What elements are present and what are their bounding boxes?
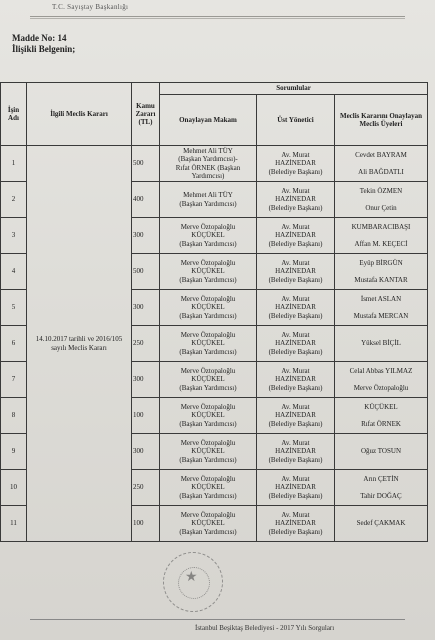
- ust-yonetici: Av. Murat HAZİNEDAR (Belediye Başkanı): [257, 290, 335, 326]
- seal-star-icon: ★: [185, 570, 198, 585]
- ust-yonetici: Av. Murat HAZİNEDAR (Belediye Başkanı): [257, 470, 335, 506]
- onaylayan-makam: Merve Öztopaloğlu KÜÇÜKEL (Başkan Yardımcısı): [160, 326, 257, 362]
- kamu-zarari: 100: [132, 398, 160, 434]
- row-number: 7: [1, 362, 27, 398]
- meclis-uyeleri: Celal Abbas YILMAZ Merve Öztopaloğlu: [335, 362, 428, 398]
- ust-yonetici: Av. Murat HAZİNEDAR (Belediye Başkanı): [257, 218, 335, 254]
- ust-yonetici: Av. Murat HAZİNEDAR (Belediye Başkanı): [257, 434, 335, 470]
- header-karar: İlgili Meclis Kararı: [27, 83, 132, 146]
- ust-yonetici: Av. Murat HAZİNEDAR (Belediye Başkanı): [257, 506, 335, 542]
- meclis-uyeleri: KÜÇÜKEL Rıfat ÖRNEK: [335, 398, 428, 434]
- responsibility-table: [0, 82, 428, 542]
- kamu-zarari: 300: [132, 362, 160, 398]
- row-number: 1: [1, 146, 27, 182]
- header-rule: [30, 16, 405, 17]
- row-number: 9: [1, 434, 27, 470]
- onaylayan-makam: Mehmet Ali TÜY (Başkan Yardımcısı): [160, 182, 257, 218]
- row-number: 2: [1, 182, 27, 218]
- kamu-zarari: 250: [132, 326, 160, 362]
- onaylayan-makam: Merve Öztopaloğlu KÜÇÜKEL (Başkan Yardımcısı): [160, 506, 257, 542]
- kamu-zarari: 500: [132, 254, 160, 290]
- row-number: 5: [1, 290, 27, 326]
- header-onay: Onaylayan Makam: [160, 95, 257, 146]
- ust-yonetici: Av. Murat HAZİNEDAR (Belediye Başkanı): [257, 326, 335, 362]
- header-org: T.C. Sayıştay Başkanlığı: [52, 3, 129, 11]
- onaylayan-makam: Merve Öztopaloğlu KÜÇÜKEL (Başkan Yardımcısı): [160, 290, 257, 326]
- row-number: 11: [1, 506, 27, 542]
- kamu-zarari: 100: [132, 506, 160, 542]
- header-no: İşin Adı: [1, 83, 27, 146]
- ilgili-label: İlişikli Belgenin;: [12, 44, 76, 54]
- kamu-zarari: 250: [132, 470, 160, 506]
- row-number: 4: [1, 254, 27, 290]
- onaylayan-makam: Merve Öztopaloğlu KÜÇÜKEL (Başkan Yardımcısı): [160, 362, 257, 398]
- meclis-uyeleri: KUMBARACIBAŞI Affan M. KEÇECİ: [335, 218, 428, 254]
- header-sorumlular: Sorumlular: [160, 83, 428, 95]
- onaylayan-makam: Merve Öztopaloğlu KÜÇÜKEL (Başkan Yardımcısı): [160, 434, 257, 470]
- onaylayan-makam: Merve Öztopaloğlu KÜÇÜKEL (Başkan Yardımcısı): [160, 254, 257, 290]
- header-rule-secondary: [30, 18, 405, 19]
- table-body: [1, 146, 428, 542]
- kamu-zarari: 300: [132, 290, 160, 326]
- header-uye: Meclis Kararını Onaylayan Meclis Üyeleri: [335, 95, 428, 146]
- meclis-uyeleri: Arın ÇETİN Tahir DOĞAÇ: [335, 470, 428, 506]
- official-seal: [163, 552, 223, 612]
- ust-yonetici: Av. Murat HAZİNEDAR (Belediye Başkanı): [257, 398, 335, 434]
- ust-yonetici: Av. Murat HAZİNEDAR (Belediye Başkanı): [257, 362, 335, 398]
- meclis-uyeleri: Eyüp BİRGÜN Mustafa KANTAR: [335, 254, 428, 290]
- kamu-zarari: 300: [132, 218, 160, 254]
- footer-text: İstanbul Beşiktaş Belediyesi - 2017 Yılı Sorguları: [195, 624, 335, 632]
- row-number: 6: [1, 326, 27, 362]
- row-number: 10: [1, 470, 27, 506]
- meclis-karari: 14.10.2017 tarihli ve 2016/105 sayılı Meclis Kararı: [27, 146, 132, 542]
- header-zarar: Kamu Zararı (TL): [132, 83, 160, 146]
- meclis-uyeleri: Sedef ÇAKMAK: [335, 506, 428, 542]
- ust-yonetici: Av. Murat HAZİNEDAR (Belediye Başkanı): [257, 254, 335, 290]
- meclis-uyeleri: Oğuz TOSUN: [335, 434, 428, 470]
- madde-number: Madde No: 14: [12, 33, 67, 43]
- table-row: [1, 146, 428, 182]
- meclis-uyeleri: Cevdet BAYRAM Ali BAĞDATLI: [335, 146, 428, 182]
- onaylayan-makam: Merve Öztopaloğlu KÜÇÜKEL (Başkan Yardımcısı): [160, 218, 257, 254]
- ust-yonetici: Av. Murat HAZİNEDAR (Belediye Başkanı): [257, 182, 335, 218]
- row-number: 8: [1, 398, 27, 434]
- kamu-zarari: 400: [132, 182, 160, 218]
- footer-rule: [30, 619, 405, 620]
- kamu-zarari: 300: [132, 434, 160, 470]
- onaylayan-makam: Mehmet Ali TÜY (Başkan Yardımcısı)- Rıfat ÖRNEK (Başkan Yardımcısı): [160, 146, 257, 182]
- onaylayan-makam: Merve Öztopaloğlu KÜÇÜKEL (Başkan Yardımcısı): [160, 398, 257, 434]
- row-number: 3: [1, 218, 27, 254]
- meclis-uyeleri: İsmet ASLAN Mustafa MERCAN: [335, 290, 428, 326]
- meclis-uyeleri: Tekin ÖZMEN Onur Çetin: [335, 182, 428, 218]
- meclis-uyeleri: Yüksel BİÇİL: [335, 326, 428, 362]
- kamu-zarari: 500: [132, 146, 160, 182]
- header-ust: Üst Yönetici: [257, 95, 335, 146]
- ust-yonetici: Av. Murat HAZİNEDAR (Belediye Başkanı): [257, 146, 335, 182]
- onaylayan-makam: Merve Öztopaloğlu KÜÇÜKEL (Başkan Yardımcısı): [160, 470, 257, 506]
